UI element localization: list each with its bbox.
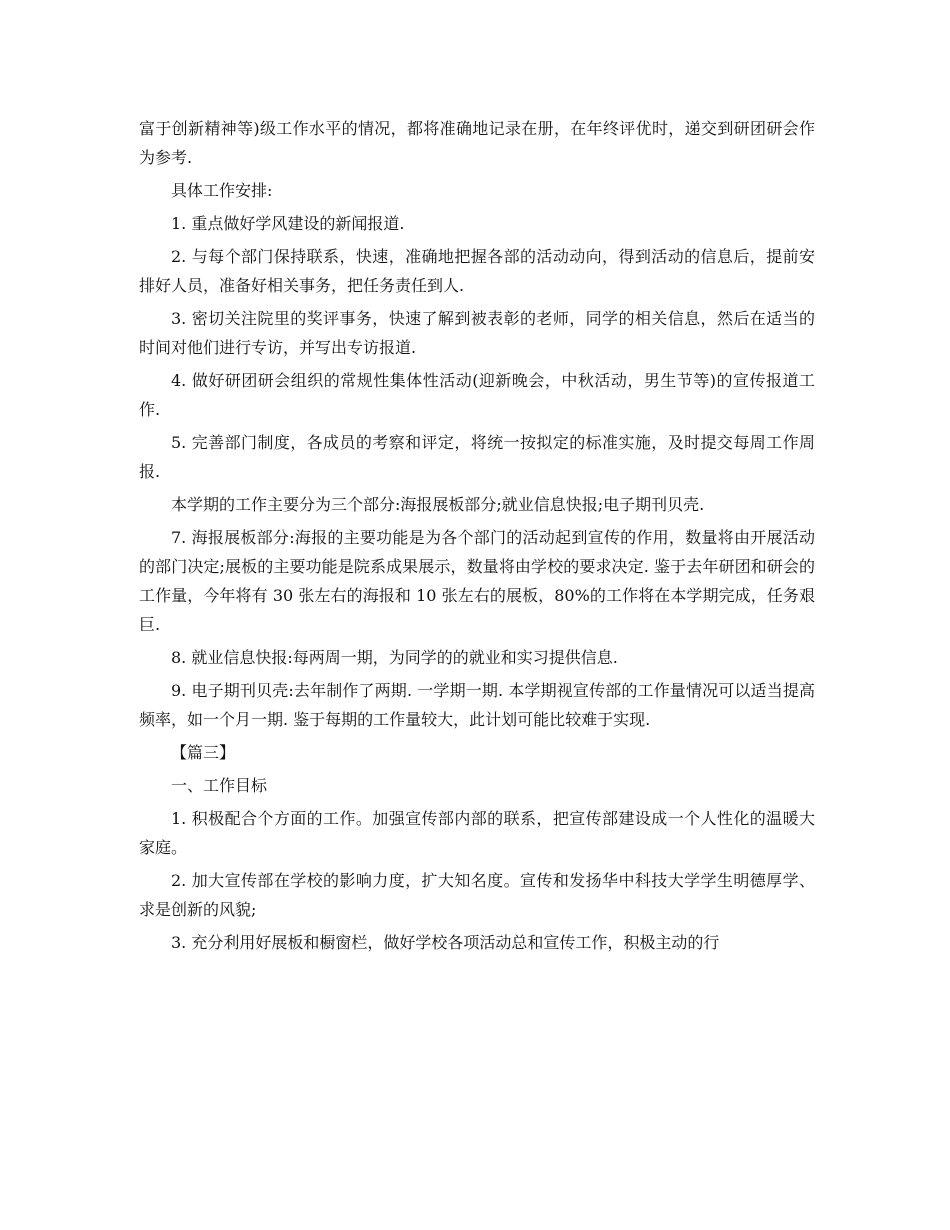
paragraph-item-4: 4. 做好研团研会组织的常规性集体性活动(迎新晚会，中秋活动，男生节等)的宣传报道工作. — [139, 371, 815, 419]
paragraph-goal-2: 2. 加大宣传部在学校的影响力度，扩大知名度。宣传和发扬华中科技大学学生明德厚学、求是创新的风貌; — [139, 871, 815, 919]
paragraph-item-9: 9. 电子期刊贝壳:去年制作了两期. 一学期一期. 本学期视宣传部的工作量情况可以适当提高频率，如一个月一期. 鉴于每期的工作量较大，此计划可能比较难于实现. — [139, 681, 815, 729]
paragraph-item-2: 2. 与每个部门保持联系，快速，准确地把握各部的活动动向，得到活动的信息后，提前安排好人员，准备好相关事务，把任务责任到人. — [139, 247, 815, 295]
paragraph-semester-overview: 本学期的工作主要分为三个部分:海报展板部分;就业信息快报;电子期刊贝壳. — [171, 495, 705, 514]
paragraph-work-arrangement-heading: 具体工作安排: — [171, 181, 273, 200]
paragraph-item-3: 3. 密切关注院里的奖评事务，快速了解到被表彰的老师，同学的相关信息，然后在适当的时间对他们进行专访，并写出专访报道. — [139, 309, 815, 357]
section-heading-work-goals: 一、工作目标 — [171, 776, 268, 795]
paragraph-item-7: 7. 海报展板部分:海报的主要功能是为各个部门的活动起到宣传的作用，数量将由开展活动的部门决定;展板的主要功能是院系成果展示，数量将由学校的要求决定. 鉴于去年研团和研会的工作量，今年将有 30 张左右的海报和 10 张左右的展板，80%的工作将在本学期完成，任务艰巨. — [139, 528, 815, 634]
paragraph-continuation: 富于创新精神等)级工作水平的情况，都将准确地记录在册，在年终评优时，递交到研团研会作为参考. — [139, 119, 815, 167]
paragraph-goal-1: 1. 积极配合个方面的工作。加强宣传部内部的联系，把宣传部建设成一个人性化的温暖大家庭。 — [139, 809, 815, 857]
section-heading-part-three: 【篇三】 — [171, 743, 236, 762]
paragraph-item-5: 5. 完善部门制度，各成员的考察和评定，将统一按拟定的标准实施，及时提交每周工作周报. — [139, 433, 815, 481]
paragraph-item-8: 8. 就业信息快报:每两周一期，为同学的的就业和实习提供信息. — [171, 648, 618, 667]
paragraph-goal-3: 3. 充分利用好展板和橱窗栏，做好学校各项活动总和宣传工作，积极主动的行 — [171, 933, 720, 952]
paragraph-item-1: 1. 重点做好学风建设的新闻报道. — [171, 214, 405, 233]
document-body — [139, 114, 815, 961]
